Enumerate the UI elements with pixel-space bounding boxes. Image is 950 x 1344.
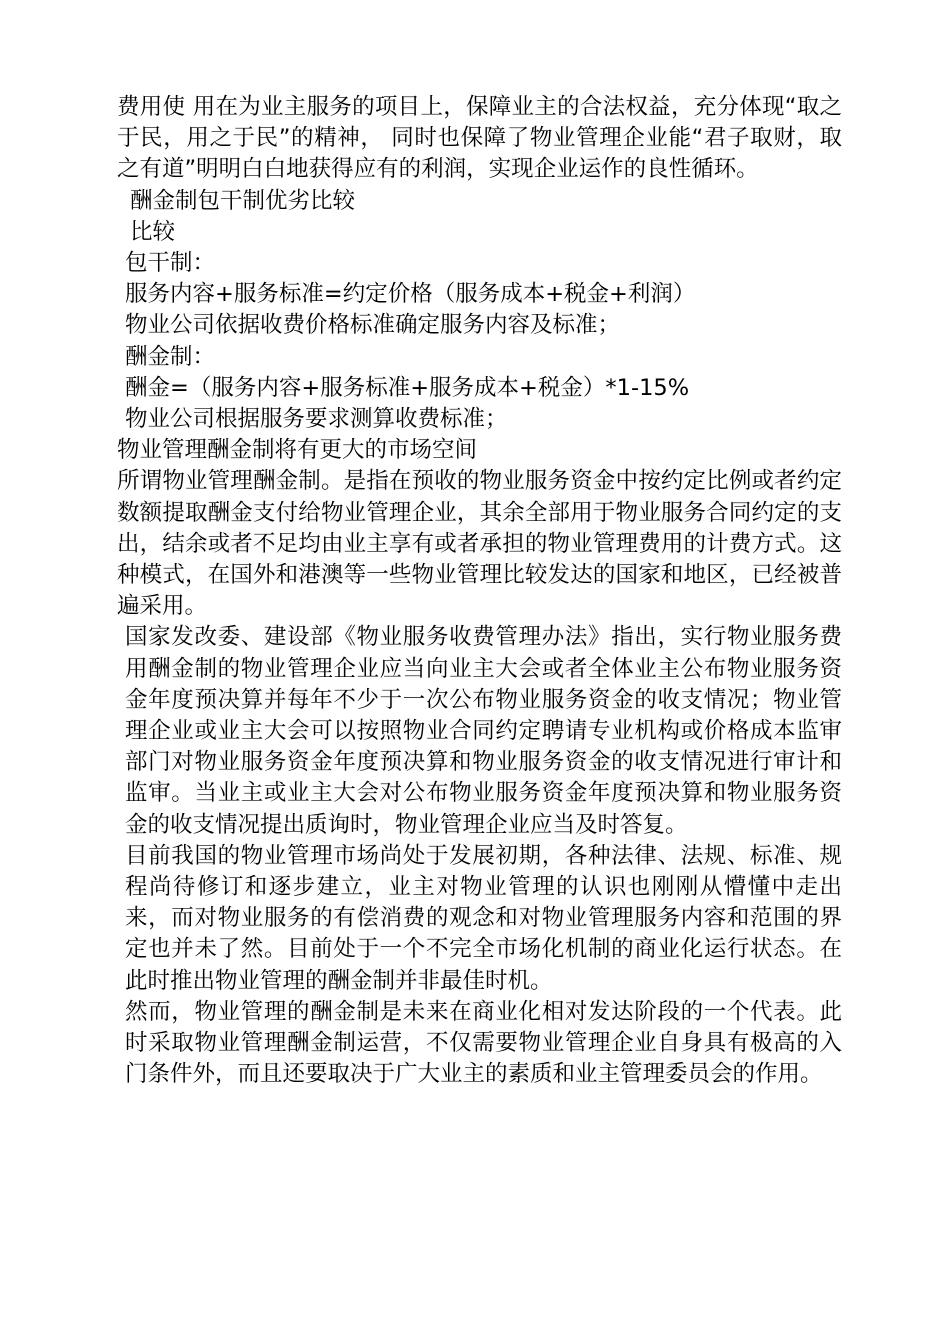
- paragraph-current-market: 目前我国的物业管理市场尚处于发展初期，各种法律、法规、标准、规程尚待修订和逐步建立，业主对物业管理的认识也刚刚从懵懂中走出来，而对物业服务的有偿消费的观念和对物业管理服务内容和范围的界定也并未了然。目前处于一个不完全市场化机制的商业化运行状态。在此时推出物业管理的酬金制并非最佳时机。: [125, 842, 842, 994]
- heading-comparison: 酬金制包干制优劣比较: [130, 187, 356, 214]
- formula-remuneration: 酬金=（服务内容+服务标准+服务成本+税金）*1-15%: [125, 374, 690, 401]
- label-lump-sum: 包干制：: [125, 250, 216, 277]
- paragraph-intro: 费用使 用在为业主服务的项目上，保障业主的合法权益，充分体现“取之于民，用之于民”的精神， 同时也保障了物业管理企业能“君子取财，取之有道”明明白白地获得应有的利润，实现企业运作的良性循环。: [117, 94, 842, 183]
- note-lump-sum: 物业公司依据收费价格标准确定服务内容及标准；: [125, 312, 621, 339]
- formula-lump-sum: 服务内容+服务标准=约定价格（服务成本+税金+利润）: [125, 281, 696, 308]
- label-remuneration: 酬金制：: [125, 343, 216, 370]
- paragraph-definition: 所谓物业管理酬金制。是指在预收的物业服务资金中按约定比例或者约定数额提取酬金支付给物业管理企业，其余全部用于物业服务合同约定的支出，结余或者不足均由业主享有或者承担的物业管理费用的计费方式。这种模式，在国外和港澳等一些物业管理比较发达的国家和地区，已经被普遍采用。: [117, 468, 842, 620]
- paragraph-conclusion: 然而，物业管理的酬金制是未来在商业化相对发达阶段的一个代表。此时采取物业管理酬金制运营，不仅需要物业管理企业自身具有极高的入门条件外，而且还要取决于广大业主的素质和业主管理委员会的作用。: [125, 998, 842, 1088]
- paragraph-regulation: 国家发改委、建设部《物业服务收费管理办法》指出，实行物业服务费用酬金制的物业管理企业应当向业主大会或者全体业主公布物业服务资金年度预决算并每年不少于一次公布物业服务资金的收支情况；物业管理企业或业主大会可以按照物业合同约定聘请专业机构或价格成本监审部门对物业服务资金年度预决算和物业服务资金的收支情况进行审计和监审。当业主或业主大会对公布物业服务资金年度预决算和物业服务资金的收支情况提出质询时，物业管理企业应当及时答复。: [125, 624, 842, 838]
- heading-market-space: 物业管理酬金制将有更大的市场空间: [117, 437, 478, 464]
- document-page: [117, 92, 842, 1091]
- note-remuneration: 物业公司根据服务要求测算收费标准；: [125, 406, 508, 433]
- label-comparison: 比较: [130, 218, 176, 245]
